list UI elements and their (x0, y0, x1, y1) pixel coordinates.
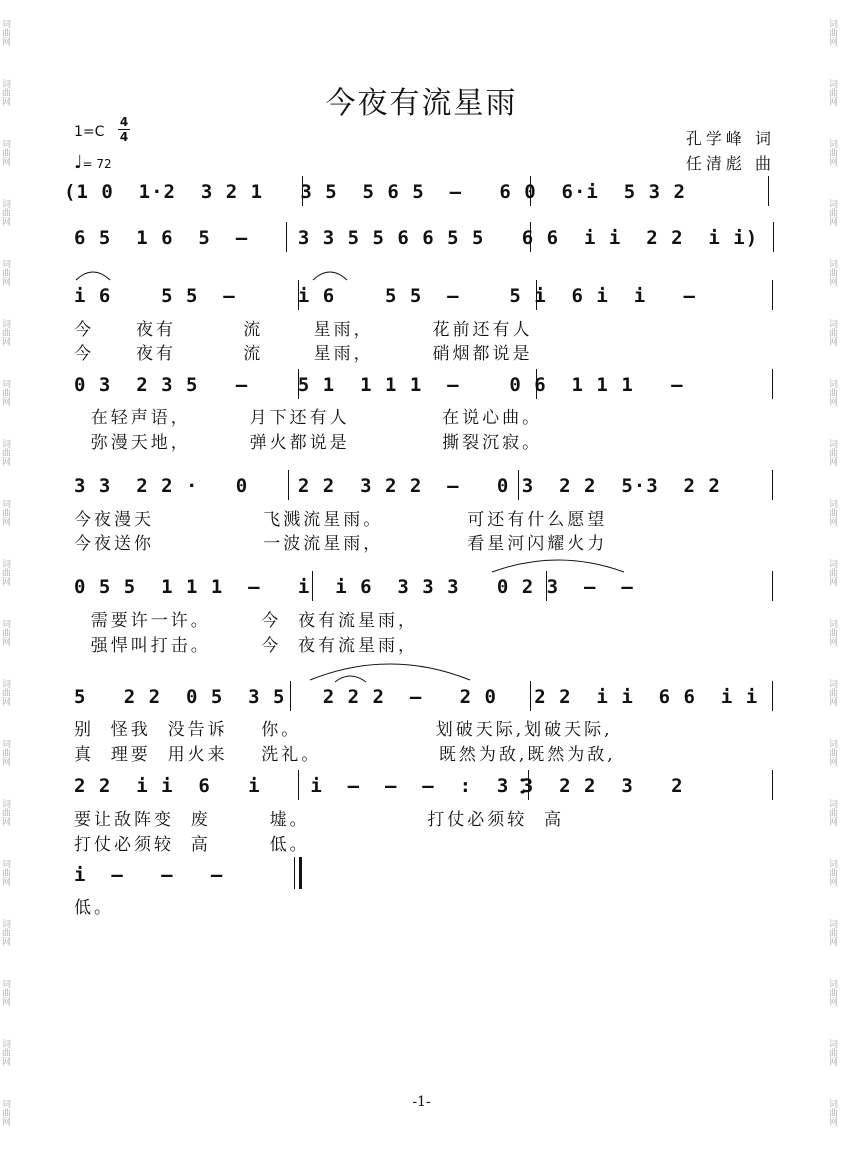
watermark-text: 词曲网 (827, 558, 837, 586)
watermark-text: 词曲网 (827, 138, 837, 166)
watermark-text: 词曲网 (0, 618, 10, 646)
notation-system-2: 6 5 1 6 5 – 3 3 5 5 6 6 5 5 6 6 i i 2 2 i i) (74, 227, 759, 249)
watermark-text: 词曲网 (0, 318, 10, 346)
notation-system-4: 0 3 2 3 5 – 5 1 1 1 1 – 0 6 1 1 1 – (74, 374, 684, 396)
watermark-text: 词曲网 (0, 258, 10, 286)
watermark-text: 词曲网 (827, 198, 837, 226)
watermark-text: 词曲网 (0, 378, 10, 406)
lyrics-verse-1: 要让敌阵变 废 墟。 打仗必须较 高 (74, 810, 565, 830)
watermark-text: 词曲网 (827, 438, 837, 466)
watermark-text: 词曲网 (827, 738, 837, 766)
page-number: -1- (412, 1094, 431, 1110)
watermark-text: 词曲网 (0, 1098, 10, 1126)
lyrics-verse-2: 今夜送你 一波流星雨， 看星河闪耀火力 (74, 534, 608, 554)
lyrics-verse-1: 今夜漫天 飞溅流星雨。 可还有什么愿望 (74, 510, 608, 530)
lyrics-verse-2: 强悍叫打击。 今 夜有流星雨， (74, 636, 419, 656)
time-signature-bottom: 4 (119, 130, 129, 144)
tie-mark (310, 664, 470, 680)
watermark-text: 词曲网 (827, 378, 837, 406)
watermark-text: 词曲网 (0, 798, 10, 826)
watermark-text: 词曲网 (827, 978, 837, 1006)
tie-mark (492, 560, 624, 572)
watermark-text: 词曲网 (0, 978, 10, 1006)
composer-credit: 任清彪 曲 (685, 154, 775, 173)
tie-mark (313, 272, 347, 280)
notation-system-3: i 6 5 5 – i 6 5 5 – 5 i 6 i i – (74, 285, 696, 307)
time-signature-top: 4 (119, 115, 129, 129)
notation-system-8: 2 2 i i 6 i i – – – : 3 3 2 2 3 2 (74, 775, 684, 797)
notation-system-6: 0 5 5 1 1 1 – i i 6 3 3 3 0 2 3 – – (74, 576, 634, 598)
watermark-text: 词曲网 (0, 198, 10, 226)
watermark-text: 词曲网 (827, 78, 837, 106)
watermark-text: 词曲网 (827, 318, 837, 346)
tie-mark (335, 676, 366, 682)
watermark-text: 词曲网 (0, 738, 10, 766)
lyrics-verse-2: 弥漫天地， 弹火都说是 撕裂沉寂。 (74, 433, 543, 453)
watermark-text: 词曲网 (0, 438, 10, 466)
key-signature: 1=C (74, 124, 105, 140)
watermark-text: 词曲网 (0, 18, 10, 46)
watermark-text: 词曲网 (827, 18, 837, 46)
notation-system-1: (1 0 1·2 3 2 1 3 5 5 6 5 – 6 0 6·i 5 3 2 (64, 181, 686, 203)
watermark-text: 词曲网 (0, 1038, 10, 1066)
lyrics-verse-2: 真 理要 用火来 洗礼。 既然为敌,既然为敌, (74, 745, 616, 765)
watermark-text: 词曲网 (827, 498, 837, 526)
song-title: 今夜有流星雨 (325, 86, 518, 121)
notation-system-7: 5 2 2 0 5 3 5 2 2 2 – 2 0 2 2 i i 6 6 i i (74, 686, 759, 708)
watermark-text: 词曲网 (0, 498, 10, 526)
lyrics-verse-1: 需要许一许。 今 夜有流星雨， (74, 611, 419, 631)
lyrics-verse-1: 低。 (74, 898, 114, 918)
watermark-text: 词曲网 (827, 798, 837, 826)
notation-system-5: 3 3 2 2 · 0 2 2 3 2 2 – 0 3 2 2 5·3 2 2 (74, 475, 721, 497)
watermark-text: 词曲网 (0, 678, 10, 706)
watermark-text: 词曲网 (827, 918, 837, 946)
watermark-text: 词曲网 (0, 138, 10, 166)
watermark-text: 词曲网 (0, 558, 10, 586)
watermark-text: 词曲网 (827, 678, 837, 706)
lyrics-verse-1: 今 夜有 流 星雨， 花前还有人 (74, 320, 533, 340)
watermark-text: 词曲网 (827, 258, 837, 286)
lyrics-verse-1: 在轻声语， 月下还有人 在说心曲。 (74, 408, 543, 428)
watermark-text: 词曲网 (0, 78, 10, 106)
watermark-text: 词曲网 (827, 1098, 837, 1126)
watermark-text: 词曲网 (827, 858, 837, 886)
lyricist-credit: 孔学峰 词 (685, 129, 775, 148)
lyrics-verse-2: 打仗必须较 高 低。 (74, 835, 310, 855)
lyrics-verse-2: 今 夜有 流 星雨， 硝烟都说是 (74, 344, 533, 364)
watermark-text: 词曲网 (827, 618, 837, 646)
tempo-value: = 72 (82, 157, 112, 171)
lyrics-verse-1: 别 怪我 没告诉 你。 划破天际,划破天际, (74, 720, 613, 740)
watermark-text: 词曲网 (0, 858, 10, 886)
quarter-note-icon: ♩ (74, 152, 83, 173)
watermark-text: 词曲网 (0, 918, 10, 946)
notation-system-9: i – – – (74, 864, 224, 886)
tie-mark (76, 272, 110, 280)
watermark-text: 词曲网 (827, 1038, 837, 1066)
